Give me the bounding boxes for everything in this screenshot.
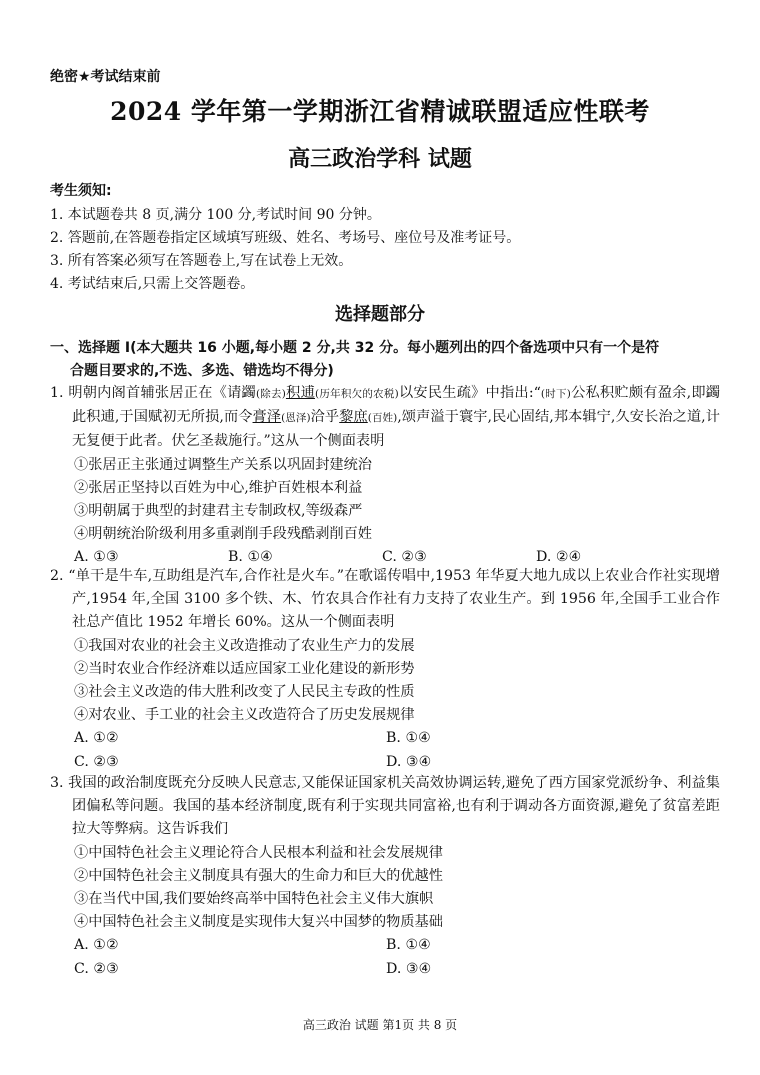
option-c[interactable]: C. ②③ (74, 753, 119, 770)
notice-item: 2. 答题前,在答题卷指定区域填写班级、姓名、考场号、座位号及准考证号。 (50, 230, 521, 246)
part-heading-line2: 合题目要求的,不选、多选、错选均不得分) (70, 363, 334, 379)
notice-heading: 考生须知: (50, 183, 112, 199)
secret-mark: 绝密★考试结束前 (50, 69, 161, 85)
statement: ①中国特色社会主义理论符合人民根本利益和社会发展规律 (74, 844, 443, 861)
statement: ②中国特色社会主义制度具有强大的生命力和巨大的优越性 (74, 867, 443, 884)
part-heading (50, 337, 722, 383)
statement: ④对农业、手工业的社会主义改造符合了历史发展规律 (74, 707, 415, 724)
option-c[interactable]: C. ②③ (74, 960, 119, 977)
page-footer: 高三政治 试题 第1页 共 8 页 (302, 1018, 458, 1032)
stem-text: 明朝内阁首辅张居正在《请蠲 (68, 385, 256, 401)
stem-text: ,颂声溢于寰宇,民心固结,邦本辑宁,久安长治之道,计无复便于此者。伏乞圣裁施行。”这从一个侧面表明 (72, 409, 720, 450)
section-title: 选择题部分 (335, 304, 425, 325)
stem-text: 公私积贮颇有盈余,即蠲此积逋,于国赋初无所损,而令 (72, 385, 720, 426)
stem-text: “单干是牛车,互助组是汽车,合作社是火车。”在歌谣传唱中,1953 年华夏大地九成以上农业合作社实现增产,1954 年,全国 3100 多个铁、木、竹农具合作社有力支持了农业生产。到 1956 年,全国手工业合作社总产值比 1952 年增长 60%。这从一个侧面表明 (68, 568, 720, 631)
option-a[interactable]: A. ①③ (74, 549, 119, 566)
option-a[interactable]: A. ①② (74, 730, 119, 747)
statement: ①我国对农业的社会主义改造推动了农业生产力的发展 (74, 637, 415, 654)
stem-text: 洽乎 (310, 409, 340, 426)
question-3 (50, 772, 720, 981)
question-number: 1. (50, 385, 64, 401)
underlined-term: 积逋 (285, 385, 316, 401)
annotation: (历年积欠的农税) (315, 388, 399, 400)
question-number: 3. (50, 775, 64, 791)
exam-title: 2024 学年第一学期浙江省精诚联盟适应性联考 (110, 97, 650, 126)
statement: ③在当代中国,我们要始终高举中国特色社会主义伟大旗帜 (74, 891, 434, 908)
part-heading-line1: 一、选择题 I(本大题共 16 小题,每小题 2 分,共 32 分。每小题列出的四个备选项中只有一个是符 (50, 340, 660, 356)
annotation: (百姓) (367, 412, 398, 425)
question-number: 2. (50, 568, 64, 584)
option-d[interactable]: D. ③④ (386, 960, 432, 977)
notice-item: 1. 本试题卷共 8 页,满分 100 分,考试时间 90 分钟。 (50, 207, 381, 223)
question-stem (50, 382, 720, 454)
option-b[interactable]: B. ①④ (386, 730, 431, 747)
option-b[interactable]: B. ①④ (386, 937, 431, 954)
option-b[interactable]: B. ①④ (228, 549, 273, 566)
annotation: (时下) (540, 388, 571, 400)
statement: ②张居正坚持以百姓为中心,维护百姓根本利益 (74, 479, 363, 496)
options-row (50, 727, 720, 750)
question-2 (50, 565, 720, 774)
question-stem (50, 772, 720, 842)
statement: ④中国特色社会主义制度是实现伟大复兴中国梦的物质基础 (74, 914, 443, 931)
underlined-term: 膏泽 (252, 409, 282, 426)
statement: ④明朝统治阶级利用多重剥削手段残酷剥削百姓 (74, 526, 372, 543)
underlined-term: 黎庶 (339, 409, 368, 426)
option-c[interactable]: C. ②③ (382, 549, 427, 566)
statement: ①张居正主张通过调整生产关系以巩固封建统治 (74, 456, 372, 473)
option-d[interactable]: D. ②④ (536, 549, 582, 566)
annotation: (除去) (255, 388, 286, 400)
options-row (50, 934, 720, 957)
statement: ③明朝属于典型的封建君主专制政权,等级森严 (74, 503, 363, 520)
question-1 (50, 382, 720, 570)
statement: ③社会主义改造的伟大胜利改变了人民民主专政的性质 (74, 684, 415, 701)
statement: ②当时农业合作经济难以适应国家工业化建设的新形势 (74, 660, 415, 677)
options-row (50, 751, 720, 774)
notice-item: 4. 考试结束后,只需上交答题卷。 (50, 276, 255, 292)
annotation: (恩泽) (281, 412, 311, 425)
options-row (50, 958, 720, 981)
option-d[interactable]: D. ③④ (386, 753, 432, 770)
exam-subtitle: 高三政治学科 试题 (288, 147, 472, 172)
question-stem (50, 565, 720, 635)
stem-text: 我国的政治制度既充分反映人民意志,又能保证国家机关高效协调运转,避免了西方国家党派纷争、利益集团偏私等问题。我国的基本经济制度,既有利于实现共同富裕,也有利于调动各方面资源,避免了贫富差距拉大等弊病。这告诉我们 (68, 775, 720, 838)
notice-item: 3. 所有答案必须写在答题卷上,写在试卷上无效。 (50, 253, 353, 269)
option-a[interactable]: A. ①② (74, 937, 119, 954)
stem-text: 以安民生疏》中指出:“ (398, 385, 541, 401)
